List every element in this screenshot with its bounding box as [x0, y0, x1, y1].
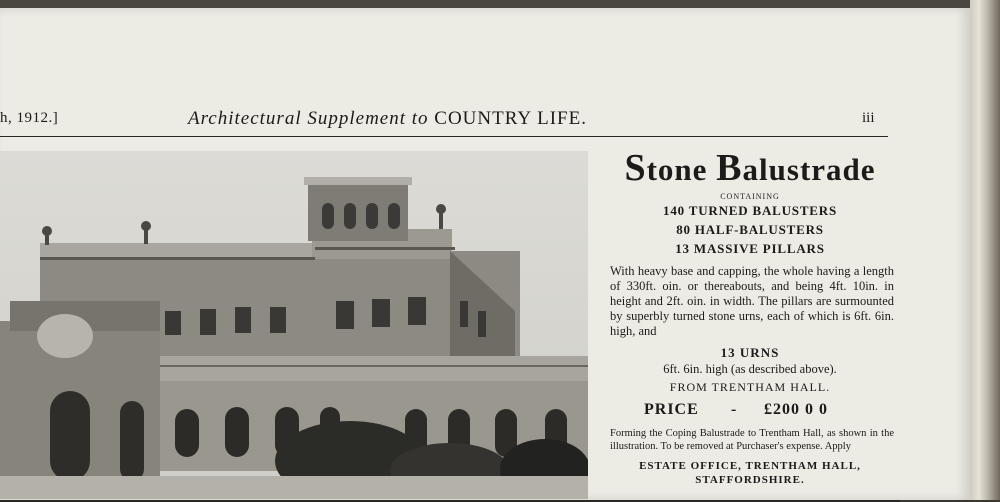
price-amount: £200 0 0 — [764, 401, 828, 418]
source-location: FROM TRENTHAM HALL. — [669, 380, 831, 394]
ad-title-initial-s: S — [624, 147, 647, 189]
item-massive-pillars: 13 MASSIVE PILLARS — [675, 241, 825, 256]
book-page-edges — [970, 0, 1000, 500]
description-text: With heavy base and capping, the whole having a length of 330ft. oin. or thereabouts, and being 4ft. 10in. in height and 2ft. oin. in width. The pillars are surmounted by superbly turned stone urns, each of which is 6ft. 6in. high, and — [610, 264, 894, 338]
trentham-hall-photograph — [0, 151, 588, 499]
running-header — [0, 104, 890, 134]
header-title-italic: Architectural Supplement to — [188, 108, 429, 129]
price-label: PRICE — [644, 401, 699, 418]
estate-office-line1: ESTATE OFFICE, TRENTHAM HALL, — [639, 460, 861, 472]
urns-height: 6ft. 6in. high (as described above). — [663, 362, 837, 376]
ad-title-initial-b: B — [716, 147, 743, 189]
containing-label: CONTAINING — [720, 192, 780, 201]
header-date: h, 1912.] — [0, 110, 59, 126]
item-turned-balusters: 140 TURNED BALUSTERS — [663, 203, 837, 218]
item-half-balusters: 80 HALF-BALUSTERS — [676, 222, 824, 237]
price-row — [604, 397, 896, 423]
ad-title-part1: tone — [646, 152, 717, 187]
header-rule — [0, 136, 888, 137]
header-title — [188, 108, 587, 130]
header-title-caps: COUNTRY LIFE. — [434, 108, 587, 129]
coping-text: Forming the Coping Balustrade to Trentham Hall, as shown in the illustration. To be removed at Purchaser's expense. Apply — [610, 428, 894, 452]
advertisement — [604, 148, 896, 498]
book-top-shadow — [0, 0, 1000, 8]
estate-office-line2: STAFFORDSHIRE. — [695, 474, 805, 486]
ad-title-part2: alustrade — [742, 152, 876, 187]
page-number: iii — [862, 110, 875, 126]
urns-count: 13 URNS — [720, 345, 780, 360]
ad-title — [604, 148, 896, 190]
building-illustration — [0, 151, 588, 499]
price-dash: - — [731, 401, 738, 418]
book-page — [0, 8, 970, 500]
